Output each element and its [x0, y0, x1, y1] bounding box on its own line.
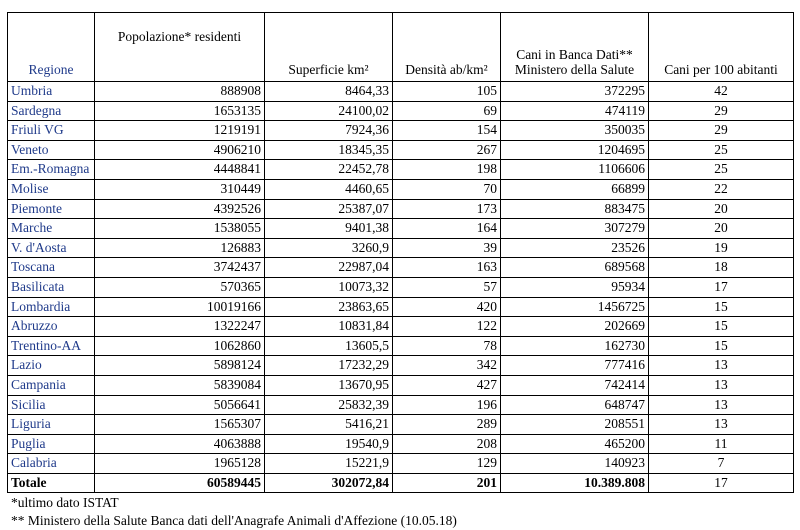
cell-region: Toscana: [8, 258, 95, 278]
cell-density: 196: [393, 395, 501, 415]
cell-per100: 20: [649, 219, 794, 239]
cell-region: Abruzzo: [8, 317, 95, 337]
cell-population: 4063888: [95, 434, 265, 454]
cell-area: 15221,9: [265, 454, 393, 474]
cell-area: 9401,38: [265, 219, 393, 239]
cell-dogs: 1106606: [501, 160, 649, 180]
table-row: [8, 277, 794, 297]
cell-population: 5056641: [95, 395, 265, 415]
cell-per100: 13: [649, 395, 794, 415]
cell-density: 427: [393, 375, 501, 395]
cell-density: 154: [393, 121, 501, 141]
table-row: [8, 160, 794, 180]
cell-population: 1965128: [95, 454, 265, 474]
cell-population: 3742437: [95, 258, 265, 278]
cell-density: 208: [393, 434, 501, 454]
cell-area: 19540,9: [265, 434, 393, 454]
total-region: Totale: [8, 473, 95, 493]
cell-dogs: 648747: [501, 395, 649, 415]
footnotes: [11, 494, 457, 530]
cell-dogs: 689568: [501, 258, 649, 278]
cell-region: V. d'Aosta: [8, 238, 95, 258]
cell-per100: 13: [649, 415, 794, 435]
cell-area: 13670,95: [265, 375, 393, 395]
cell-density: 69: [393, 101, 501, 121]
header-region: Regione: [8, 13, 95, 82]
cell-dogs: 162730: [501, 336, 649, 356]
cell-population: 1565307: [95, 415, 265, 435]
cell-region: Piemonte: [8, 199, 95, 219]
cell-area: 13605,5: [265, 336, 393, 356]
cell-region: Veneto: [8, 140, 95, 160]
cell-density: 163: [393, 258, 501, 278]
table-row: [8, 140, 794, 160]
cell-per100: 15: [649, 317, 794, 337]
cell-per100: 29: [649, 101, 794, 121]
cell-dogs: 372295: [501, 82, 649, 102]
cell-region: Sardegna: [8, 101, 95, 121]
cell-area: 22987,04: [265, 258, 393, 278]
cell-per100: 7: [649, 454, 794, 474]
cell-density: 164: [393, 219, 501, 239]
total-dogs: 10.389.808: [501, 473, 649, 493]
table-row: [8, 317, 794, 337]
cell-density: 39: [393, 238, 501, 258]
cell-population: 888908: [95, 82, 265, 102]
cell-per100: 25: [649, 160, 794, 180]
cell-dogs: 140923: [501, 454, 649, 474]
cell-density: 267: [393, 140, 501, 160]
header-per100: Cani per 100 abitanti: [649, 13, 794, 82]
cell-density: 57: [393, 277, 501, 297]
table-row: [8, 356, 794, 376]
cell-region: Puglia: [8, 434, 95, 454]
table-row: [8, 199, 794, 219]
cell-population: 1653135: [95, 101, 265, 121]
total-area: 302072,84: [265, 473, 393, 493]
cell-region: Em.-Romagna: [8, 160, 95, 180]
cell-dogs: 66899: [501, 179, 649, 199]
cell-region: Marche: [8, 219, 95, 239]
cell-population: 1322247: [95, 317, 265, 337]
cell-per100: 13: [649, 375, 794, 395]
cell-dogs: 95934: [501, 277, 649, 297]
cell-population: 1538055: [95, 219, 265, 239]
cell-region: Sicilia: [8, 395, 95, 415]
cell-per100: 18: [649, 258, 794, 278]
table-row: [8, 121, 794, 141]
table-row: [8, 179, 794, 199]
header-density: Densità ab/km²: [393, 13, 501, 82]
cell-dogs: 202669: [501, 317, 649, 337]
cell-density: 105: [393, 82, 501, 102]
cell-population: 10019166: [95, 297, 265, 317]
cell-density: 70: [393, 179, 501, 199]
cell-region: Basilicata: [8, 277, 95, 297]
cell-area: 10831,84: [265, 317, 393, 337]
cell-area: 7924,36: [265, 121, 393, 141]
cell-area: 25387,07: [265, 199, 393, 219]
cell-population: 310449: [95, 179, 265, 199]
cell-area: 3260,9: [265, 238, 393, 258]
table-row: [8, 415, 794, 435]
cell-dogs: 883475: [501, 199, 649, 219]
table-row: [8, 454, 794, 474]
table-row: [8, 101, 794, 121]
cell-dogs: 742414: [501, 375, 649, 395]
footnote-ministero: ** Ministero della Salute Banca dati dell'Anagrafe Animali d'Affezione (10.05.18): [11, 513, 457, 528]
cell-area: 8464,33: [265, 82, 393, 102]
total-density: 201: [393, 473, 501, 493]
cell-per100: 20: [649, 199, 794, 219]
cell-population: 1062860: [95, 336, 265, 356]
cell-region: Friuli VG: [8, 121, 95, 141]
cell-density: 129: [393, 454, 501, 474]
cell-area: 10073,32: [265, 277, 393, 297]
cell-region: Calabria: [8, 454, 95, 474]
cell-dogs: 777416: [501, 356, 649, 376]
cell-dogs: 23526: [501, 238, 649, 258]
header-area: Superficie km²: [265, 13, 393, 82]
cell-per100: 15: [649, 297, 794, 317]
cell-population: 4906210: [95, 140, 265, 160]
cell-density: 78: [393, 336, 501, 356]
cell-area: 5416,21: [265, 415, 393, 435]
cell-density: 173: [393, 199, 501, 219]
cell-per100: 25: [649, 140, 794, 160]
table-body: [8, 82, 794, 493]
cell-population: 5839084: [95, 375, 265, 395]
cell-region: Umbria: [8, 82, 95, 102]
cell-area: 4460,65: [265, 179, 393, 199]
cell-dogs: 465200: [501, 434, 649, 454]
table-row: [8, 434, 794, 454]
cell-population: 4392526: [95, 199, 265, 219]
cell-population: 4448841: [95, 160, 265, 180]
cell-per100: 22: [649, 179, 794, 199]
cell-population: 5898124: [95, 356, 265, 376]
header-dogs: [501, 13, 649, 82]
cell-dogs: 1204695: [501, 140, 649, 160]
table-row: [8, 297, 794, 317]
total-population: 60589445: [95, 473, 265, 493]
table-row: [8, 395, 794, 415]
cell-density: 342: [393, 356, 501, 376]
cell-region: Molise: [8, 179, 95, 199]
cell-dogs: 350035: [501, 121, 649, 141]
total-per100: 17: [649, 473, 794, 493]
table-row: [8, 219, 794, 239]
table-container: [7, 12, 794, 493]
cell-per100: 42: [649, 82, 794, 102]
table-row: [8, 258, 794, 278]
header-row: [8, 13, 794, 82]
cell-density: 198: [393, 160, 501, 180]
cell-per100: 17: [649, 277, 794, 297]
cell-dogs: 208551: [501, 415, 649, 435]
cell-per100: 11: [649, 434, 794, 454]
table-row: [8, 375, 794, 395]
dogs-per-region-table: [7, 12, 794, 493]
cell-per100: 29: [649, 121, 794, 141]
cell-per100: 15: [649, 336, 794, 356]
total-row: [8, 473, 794, 493]
cell-region: Lazio: [8, 356, 95, 376]
cell-area: 17232,29: [265, 356, 393, 376]
cell-area: 22452,78: [265, 160, 393, 180]
table-row: [8, 238, 794, 258]
cell-density: 122: [393, 317, 501, 337]
cell-area: 24100,02: [265, 101, 393, 121]
cell-dogs: 307279: [501, 219, 649, 239]
header-dogs-line1: Cani in Banca Dati**: [516, 47, 633, 62]
cell-dogs: 474119: [501, 101, 649, 121]
cell-dogs: 1456725: [501, 297, 649, 317]
cell-region: Trentino-AA: [8, 336, 95, 356]
cell-population: 126883: [95, 238, 265, 258]
table-row: [8, 82, 794, 102]
cell-population: 1219191: [95, 121, 265, 141]
table-row: [8, 336, 794, 356]
cell-density: 289: [393, 415, 501, 435]
footnote-istat: *ultimo dato ISTAT: [11, 495, 119, 510]
cell-per100: 13: [649, 356, 794, 376]
cell-area: 25832,39: [265, 395, 393, 415]
cell-region: Lombardia: [8, 297, 95, 317]
cell-population: 570365: [95, 277, 265, 297]
cell-per100: 19: [649, 238, 794, 258]
cell-area: 23863,65: [265, 297, 393, 317]
cell-region: Liguria: [8, 415, 95, 435]
header-population: Popolazione* residenti: [95, 13, 265, 82]
cell-area: 18345,35: [265, 140, 393, 160]
cell-region: Campania: [8, 375, 95, 395]
cell-density: 420: [393, 297, 501, 317]
header-dogs-line2: Ministero della Salute: [514, 62, 635, 77]
